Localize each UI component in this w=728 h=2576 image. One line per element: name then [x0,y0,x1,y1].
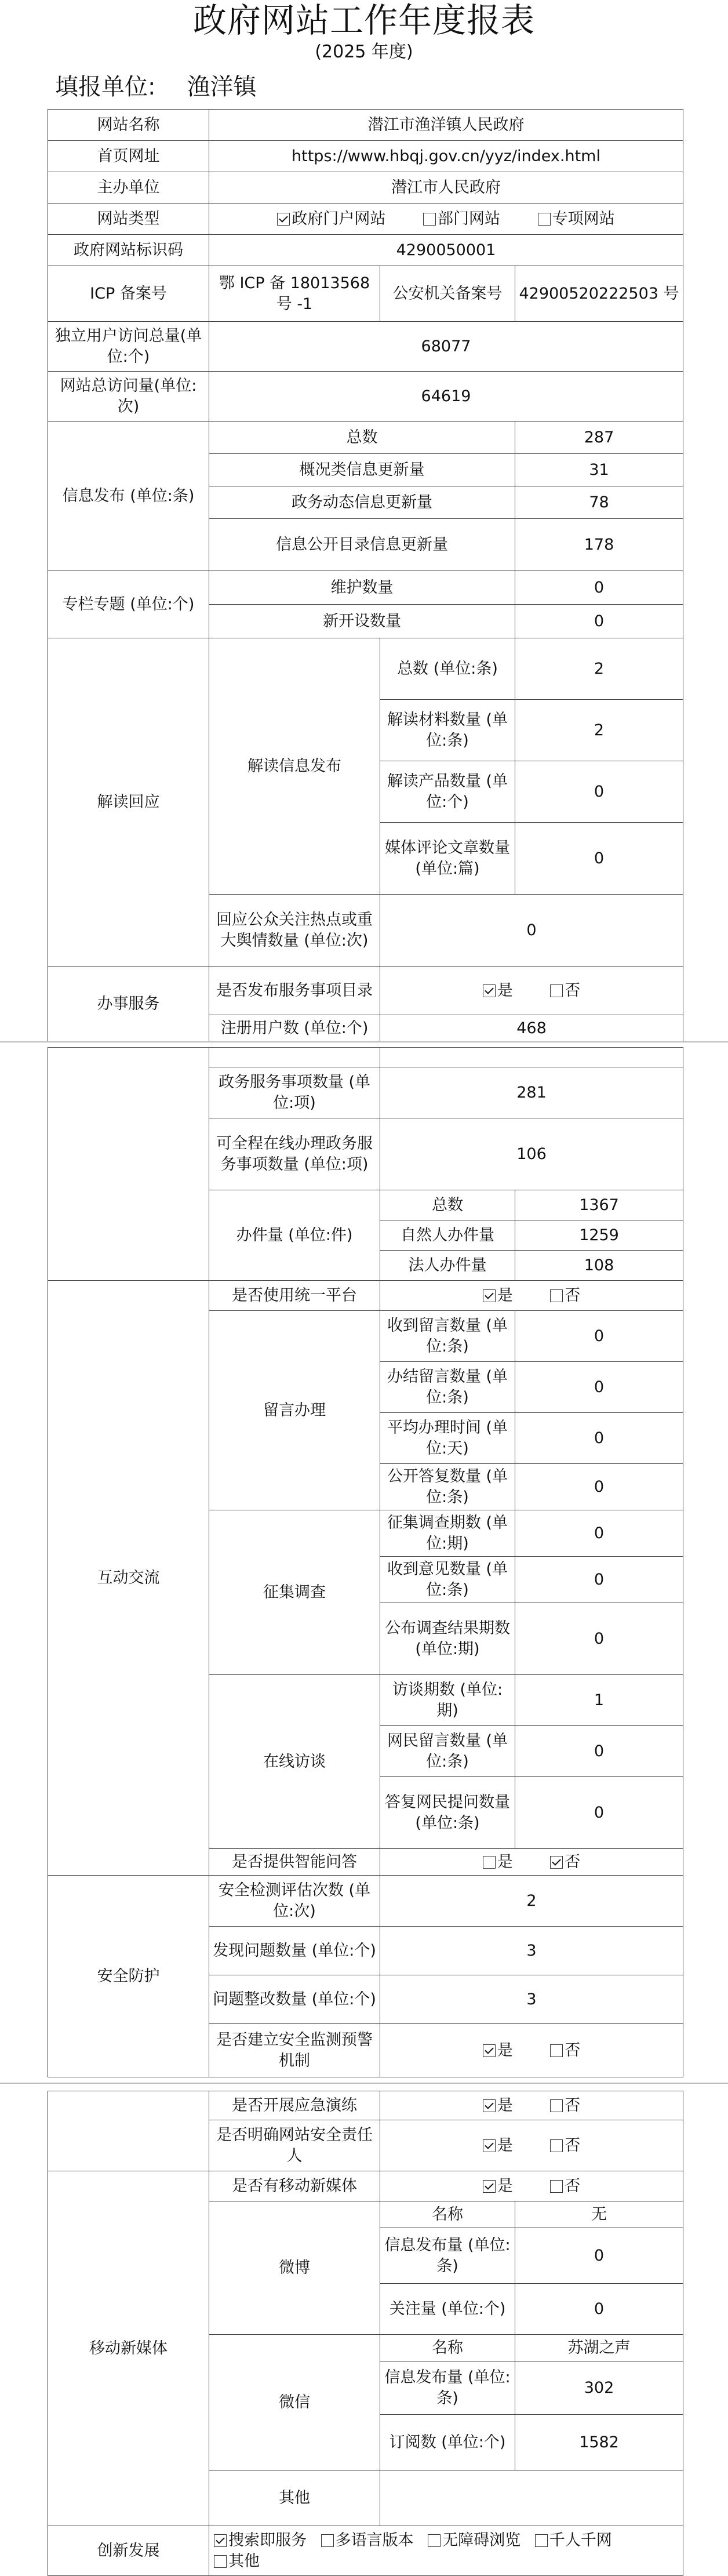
label-interact: 互动交流 [48,1281,209,1876]
row-pv [48,372,683,422]
value-results: 0 [515,1603,683,1675]
checkbox-special[interactable] [538,209,615,229]
page-divider [0,2083,728,2084]
value-survey-periods: 0 [515,1510,683,1557]
value-respond: 0 [380,895,683,967]
label-public-reply: 公开答复数量 (单位:条) [380,1464,515,1510]
checkbox-no[interactable] [550,2135,580,2156]
label-survey-periods: 征集调查期数 (单位:期) [380,1510,515,1557]
row-site-name [48,110,683,141]
label-handle: 办件量 (单位:件) [209,1190,380,1281]
label-interview: 在线访谈 [209,1675,380,1849]
has-mobile-options [380,2171,683,2201]
row-interp-total [48,638,683,700]
check-box-icon [483,2099,496,2112]
row-drill [48,2091,683,2120]
value-material: 2 [515,700,683,761]
label-police: 公安机关备案号 [380,266,515,322]
option-label: 否 [565,2136,581,2154]
label-sponsor: 主办单位 [48,172,209,204]
label-security: 安全防护 [48,1876,209,2077]
label-interpret: 解读回应 [48,638,209,967]
value-dynamic: 78 [515,486,683,519]
label-maintain: 维护数量 [209,571,515,605]
check-box-icon [428,2534,441,2547]
page-divider [0,1041,728,1042]
label-weibo-name: 名称 [380,2201,515,2228]
monitor-options [380,2024,683,2077]
option-label: 部门网站 [438,209,500,228]
label-message: 留言办理 [209,1311,380,1510]
label-interp-total: 总数 (单位:条) [380,638,515,700]
option-label: 是 [497,1852,513,1871]
label-netizen-msg: 网民留言数量 (单位:条) [380,1726,515,1777]
option-label: 专项网站 [552,209,615,228]
checkbox-department[interactable] [423,209,500,229]
label-site-id: 政府网站标识码 [48,235,209,266]
option-label: 否 [565,981,581,1000]
checkbox-accessibility[interactable] [428,2530,520,2550]
checkbox-no[interactable] [550,980,580,1001]
checkbox-no[interactable] [550,2095,580,2116]
label-material: 解读材料数量 (单位:条) [380,700,515,761]
label-pv: 网站总访问量(单位:次) [48,372,209,422]
checkbox-other[interactable] [214,2551,260,2571]
responsible-options [380,2120,683,2171]
value-legal: 108 [515,1251,683,1281]
check-box-icon [214,2534,227,2547]
label-interpret-pub: 解读信息发布 [209,638,380,895]
value-weibo-name: 无 [515,2201,683,2228]
checkbox-search-service[interactable] [214,2530,307,2550]
label-uv: 独立用户访问总量(单位:个) [48,322,209,372]
check-box-icon [214,2555,227,2568]
label-wechat: 微信 [209,2335,380,2470]
check-box-icon [550,1856,563,1869]
row-maintain [48,571,683,605]
publish-items-options [380,967,683,1015]
label-survey: 征集调查 [209,1510,380,1675]
value-found: 3 [380,1927,683,1975]
option-label: 否 [565,1286,581,1305]
value-weibo-pub: 0 [515,2228,683,2284]
label-weibo: 微博 [209,2201,380,2335]
label-site-name: 网站名称 [48,110,209,141]
label-received: 收到留言数量 (单位:条) [380,1311,515,1362]
label-responsible: 是否明确网站安全责任人 [209,2120,380,2171]
check-box-icon [483,1856,496,1869]
value-public-reply: 0 [515,1464,683,1510]
label-opinions: 收到意见数量 (单位:条) [380,1557,515,1603]
value-interp-total: 2 [515,638,683,700]
check-box-icon [483,984,496,997]
row-publish-items [48,967,683,1015]
check-box-icon [423,213,436,226]
label-registered: 注册用户数 (单位:个) [209,1015,380,1042]
label-overview: 概况类信息更新量 [209,454,515,486]
checkbox-multilingual[interactable] [321,2530,414,2550]
blank-cell [209,1048,380,1067]
row-innovation [48,2526,683,2576]
row-has-mobile [48,2171,683,2201]
label-column: 专栏专题 (单位:个) [48,571,209,638]
option-label: 是 [497,1286,513,1305]
value-concluded: 0 [515,1362,683,1413]
row-uv [48,322,683,372]
checkbox-yes[interactable] [483,2040,513,2061]
value-handle-total: 1367 [515,1190,683,1220]
report-table-page-3 [48,2091,683,2576]
value-sponsor: 潜江市人民政府 [209,172,683,204]
check-box-icon [550,2180,563,2193]
option-label: 否 [565,2041,581,2059]
value-weibo-follow: 0 [515,2284,683,2335]
value-received: 0 [515,1311,683,1362]
checkbox-yes[interactable] [483,1852,513,1872]
value-opinions: 0 [515,1557,683,1603]
fill-unit [55,70,256,104]
label-publish-items: 是否发布服务事项目录 [209,967,380,1015]
option-label: 政府门户网站 [292,209,386,228]
row-site-id [48,235,683,266]
value-overview: 31 [515,454,683,486]
option-label: 是 [497,2041,513,2059]
label-wechat-pub: 信息发布量 (单位:条) [380,2361,515,2415]
value-site-name: 潜江市渔洋镇人民政府 [209,110,683,141]
label-gov-items: 政务服务事项数量 (单位:项) [209,1067,380,1118]
label-respond: 回应公众关注热点或重大舆情数量 (单位:次) [209,895,380,967]
fill-unit-value: 渔洋镇 [187,74,257,100]
label-unified: 是否使用统一平台 [209,1281,380,1311]
check-box-icon [550,1289,563,1302]
value-pv: 64619 [209,372,683,422]
label-online-items: 可全程在线办理政务服务事项数量 (单位:项) [209,1118,380,1190]
report-table-page-2 [48,1047,683,2077]
service-continued [48,1048,209,1281]
value-police: 42900520222503 号 [515,266,683,322]
label-mobile: 移动新媒体 [48,2171,209,2526]
smart-qa-options [380,1849,683,1876]
value-eval-times: 2 [380,1876,683,1927]
label-has-mobile: 是否有移动新媒体 [209,2171,380,2201]
checkbox-personalized[interactable] [535,2530,612,2550]
label-icp: ICP 备案号 [48,266,209,322]
checkbox-yes[interactable] [483,2095,513,2116]
value-registered: 468 [380,1015,683,1042]
check-box-icon [550,2139,563,2152]
label-weibo-pub: 信息发布量 (单位:条) [380,2228,515,2284]
label-concluded: 办结留言数量 (单位:条) [380,1362,515,1413]
check-box-icon [483,1289,496,1302]
value-gov-items: 281 [380,1067,683,1118]
value-uv: 68077 [209,322,683,372]
value-online-items: 106 [380,1118,683,1190]
label-smart-qa: 是否提供智能问答 [209,1849,380,1876]
option-label: 是 [497,2096,513,2114]
label-other: 其他 [209,2470,380,2526]
row-sponsor [48,172,683,204]
label-media-article: 媒体评论文章数量 (单位:篇) [380,823,515,895]
drill-options [380,2091,683,2120]
label-eval-times: 安全检测评估次数 (单位:次) [209,1876,380,1927]
row-info-total [48,422,683,454]
value-interview-periods: 1 [515,1675,683,1726]
label-product: 解读产品数量 (单位:个) [380,761,515,823]
checkbox-yes[interactable] [483,1285,513,1306]
check-box-icon [483,2139,496,2152]
option-label: 是 [497,981,513,1000]
value-other [380,2470,683,2526]
option-label: 无障碍浏览 [442,2531,521,2550]
option-label: 多语言版本 [335,2531,414,2550]
check-box-icon [550,2044,563,2057]
label-interview-periods: 访谈期数 (单位:期) [380,1675,515,1726]
check-box-icon [321,2534,334,2547]
check-box-icon [277,213,290,226]
checkbox-portal[interactable] [277,209,385,229]
row-icp [48,266,683,322]
check-box-icon [538,213,551,226]
page-title: 政府网站工作年度报表 [192,1,535,40]
value-wechat-pub: 302 [515,2361,683,2415]
label-wechat-sub: 订阅数 (单位:个) [380,2415,515,2470]
option-label: 千人千网 [549,2531,612,2550]
value-wechat-name: 苏湖之声 [515,2335,683,2361]
value-new-open: 0 [515,605,683,638]
security-continued [48,2091,209,2171]
label-found: 发现问题数量 (单位:个) [209,1927,380,1975]
label-dynamic: 政务动态信息更新量 [209,486,515,519]
value-home-url: https://www.hbqj.gov.cn/yyz/index.html [209,141,683,172]
check-box-icon [550,2099,563,2112]
value-product: 0 [515,761,683,823]
checkbox-no[interactable] [550,2176,580,2196]
value-info-total: 287 [515,422,683,454]
report-table-page-1 [48,109,683,1042]
label-site-type: 网站类型 [48,204,209,235]
label-drill: 是否开展应急演练 [209,2091,380,2120]
value-natural: 1259 [515,1220,683,1251]
value-site-id: 4290050001 [209,235,683,266]
value-fixed: 3 [380,1975,683,2024]
option-label: 是 [497,2177,513,2195]
check-box-icon [550,984,563,997]
checkbox-no[interactable] [550,1852,580,1872]
label-innovation: 创新发展 [48,2526,209,2576]
row-eval-times [48,1876,683,1927]
value-open: 178 [515,519,683,571]
label-info-total: 总数 [209,422,515,454]
label-new-open: 新开设数量 [209,605,515,638]
check-box-icon [535,2534,548,2547]
innovation-options [209,2526,683,2576]
label-service: 办事服务 [48,967,209,1042]
label-results: 公布调查结果期数 (单位:期) [380,1603,515,1675]
value-netizen-msg: 0 [515,1726,683,1777]
value-wechat-sub: 1582 [515,2415,683,2470]
option-label: 搜索即服务 [228,2531,307,2550]
row-unified [48,1281,683,1311]
label-legal: 法人办件量 [380,1251,515,1281]
label-info-pub: 信息发布 (单位:条) [48,422,209,571]
label-weibo-follow: 关注量 (单位:个) [380,2284,515,2335]
row-home-url [48,141,683,172]
label-home-url: 首页网址 [48,141,209,172]
value-maintain: 0 [515,571,683,605]
checkbox-yes[interactable] [483,2176,513,2196]
report-year: (2025 年度) [315,42,413,62]
option-label: 否 [565,2177,581,2195]
site-type-options [209,204,683,235]
label-avg-time: 平均办理时间 (单位:天) [380,1413,515,1464]
label-natural: 自然人办件量 [380,1220,515,1251]
label-monitor: 是否建立安全监测预警机制 [209,2024,380,2077]
label-wechat-name: 名称 [380,2335,515,2361]
value-icp: 鄂 ICP 备 18013568 号 -1 [209,266,380,322]
unified-options [380,1281,683,1311]
checkbox-no[interactable] [550,1285,580,1306]
label-open: 信息公开目录信息更新量 [209,519,515,571]
blank-cell [380,1048,683,1067]
label-handle-total: 总数 [380,1190,515,1220]
checkbox-yes[interactable] [483,980,513,1001]
fill-unit-label: 填报单位: [55,74,156,100]
checkbox-yes[interactable] [483,2135,513,2156]
checkbox-no[interactable] [550,2040,580,2061]
label-reply-q: 答复网民提问数量 (单位:条) [380,1777,515,1849]
row-blank-top [48,1048,683,1067]
row-site-type [48,204,683,235]
option-label: 否 [565,2096,581,2114]
option-label: 否 [565,1852,581,1871]
value-avg-time: 0 [515,1413,683,1464]
option-label: 其他 [228,2552,260,2570]
value-media-article: 0 [515,823,683,895]
check-box-icon [483,2044,496,2057]
option-label: 是 [497,2136,513,2154]
label-fixed: 问题整改数量 (单位:个) [209,1975,380,2024]
check-box-icon [483,2180,496,2193]
value-reply-q: 0 [515,1777,683,1849]
